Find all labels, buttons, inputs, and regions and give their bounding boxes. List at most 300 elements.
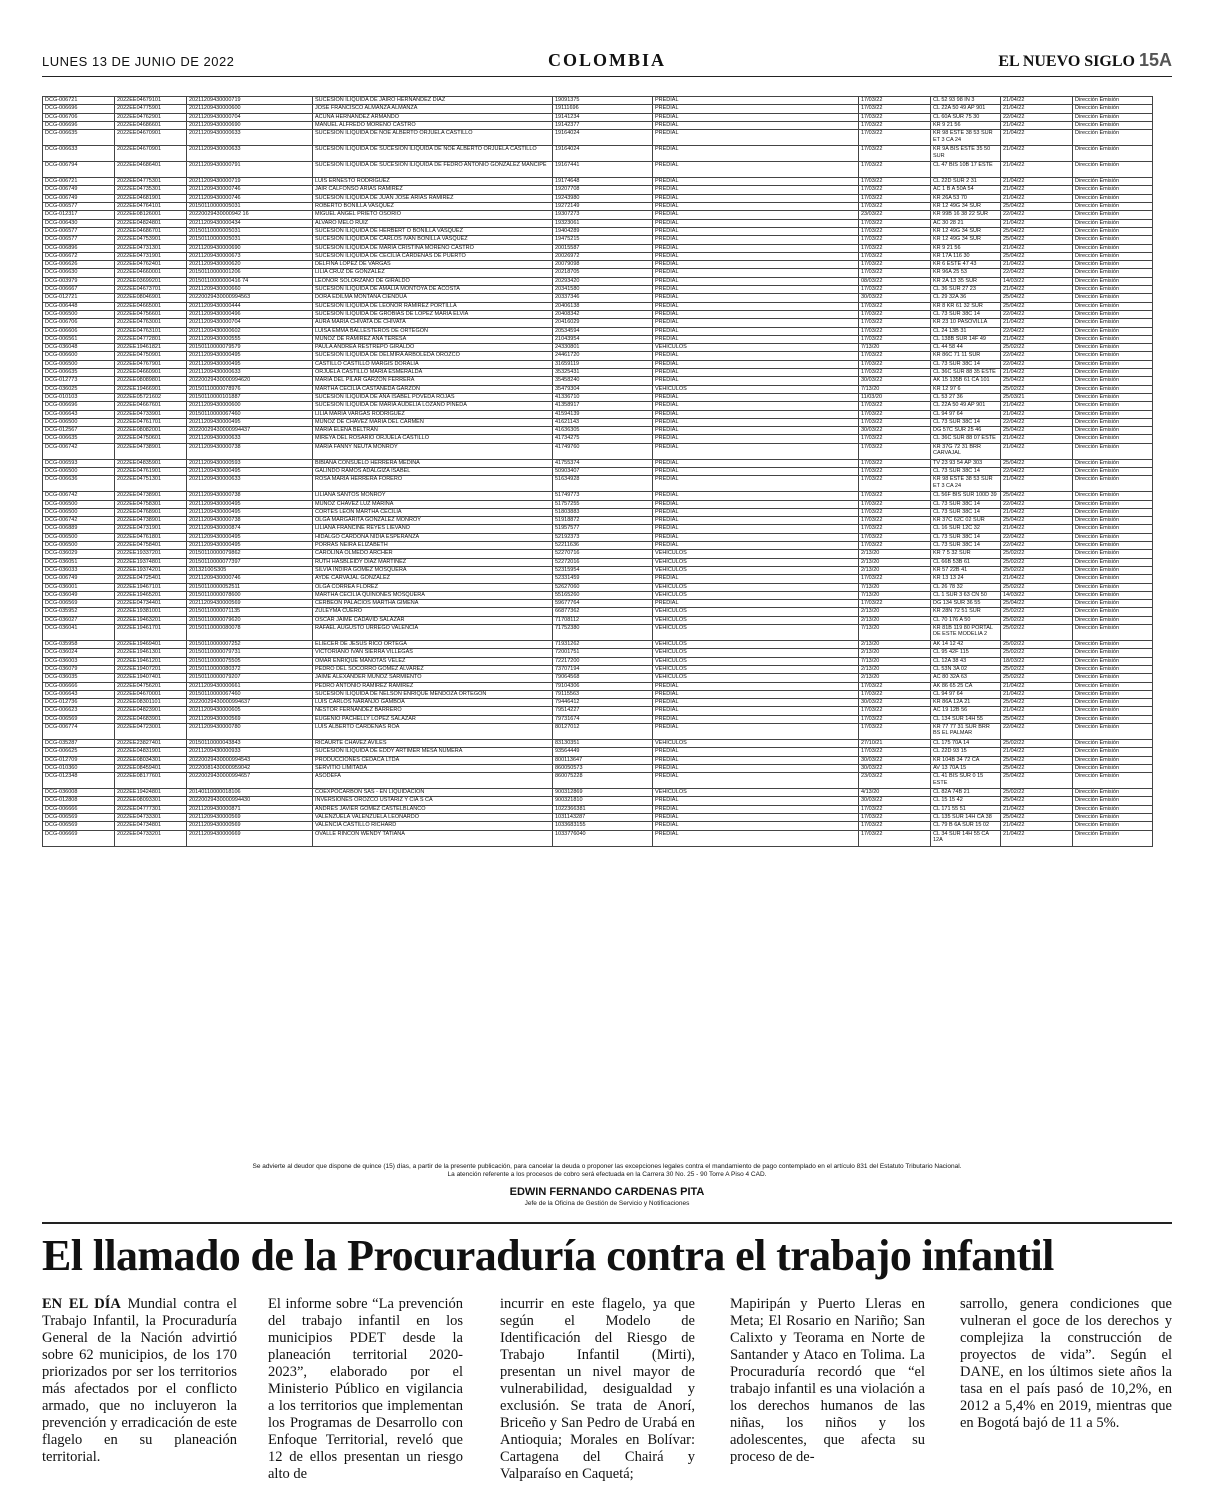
table-cell-col_h: TV 23 93 54 AP 303 <box>931 459 1001 467</box>
table-cell-col_e: 93564449 <box>553 748 653 756</box>
table-cell-col_e: 19243980 <box>553 194 653 202</box>
table-cell-col_g: 30/03/22 <box>859 797 931 805</box>
table-row <box>43 294 1153 302</box>
table-cell-col_g: 17/03/22 <box>859 822 931 830</box>
table-cell-col_c: 20150110000067460 <box>187 690 313 698</box>
article-text-3: incurrir en este flagelo, ya que según el Modelo de Identificación del Riesgo de Trabajo Infantil (Mirti), presentan un nivel mayor de vulnerabilidad, desigualdad y exclusión. Se trata de Anorí, Briceño y San Pedro de Urabá en Antioquia; Morales en Bolívar: Cartagena del Chairá y Valparaíso en Caquetá; <box>500 1296 695 1482</box>
table-cell-col_h: CL 73 SUR 38C 14 <box>931 467 1001 475</box>
table-cell-col_g: 17/03/22 <box>859 203 931 211</box>
table-cell-col_g: 30/03/22 <box>859 377 931 385</box>
table-cell-col_c: 20150110000067460 <box>187 410 313 418</box>
table-cell-col_a: DCG-006577 <box>43 227 115 235</box>
table-cell-col_b: 2022EE04772801 <box>115 335 187 343</box>
table-cell-col_f: PREDIAL <box>653 600 859 608</box>
table-cell-col_j: Dirección Emisión <box>1073 261 1153 269</box>
table-cell-col_e: 71931262 <box>553 641 653 649</box>
table-cell-col_f: PREDIAL <box>653 105 859 113</box>
table-row <box>43 410 1153 418</box>
table-cell-col_c: 20150110000071135 <box>187 608 313 616</box>
table-cell-col_a: DCG-006500 <box>43 360 115 368</box>
table-cell-col_e: 19207708 <box>553 186 653 194</box>
table-cell-col_d: LUIS ALBERTO CARDENAS ROA <box>313 724 553 740</box>
table-cell-col_a: DCG-006696 <box>43 402 115 410</box>
table-cell-col_b: 2022EE08046901 <box>115 294 187 302</box>
article-text-2: El informe sobre “La prevención del trabajo infantil en los municipios PDET desde la planeación territorial 2020-2023”, elaborado por el Ministerio Público en vigilancia a los territorios que implementan los Programas de Desarrollo con Enfoque Territorial, reveló que 12 de ellos presentan un riesgo alto de <box>268 1296 463 1482</box>
table-cell-col_a: DCG-006569 <box>43 814 115 822</box>
table-cell-col_b: 2022EE04738901 <box>115 443 187 459</box>
table-cell-col_c: 20211209430000605 <box>187 707 313 715</box>
table-cell-col_e: 20408342 <box>553 310 653 318</box>
table-cell-col_f: PREDIAL <box>653 286 859 294</box>
table-cell-col_e: 19167441 <box>553 162 653 178</box>
table-cell-col_e: 59677764 <box>553 600 653 608</box>
table-cell-col_c: 20150110000078600 <box>187 591 313 599</box>
table-cell-col_j: Dirección Emisión <box>1073 219 1153 227</box>
table-cell-col_d: PAULA ANDREA RESTREPO GIRALDO <box>313 344 553 352</box>
table-cell-col_i: 22/04/22 <box>1001 542 1073 550</box>
table-cell-col_d: RUTH HASBLEIDY DIAZ MARTINEZ <box>313 558 553 566</box>
table-cell-col_a: DCG-006630 <box>43 269 115 277</box>
table-cell-col_f: PREDIAL <box>653 294 859 302</box>
table-cell-col_b: 2022EE04763001 <box>115 319 187 327</box>
table-cell-col_h: KR 26A 53 70 <box>931 194 1001 202</box>
table-cell-col_j: Dirección Emisión <box>1073 814 1153 822</box>
signer-title: Jefe de la Oficina de Gestión de Servicio y Notificaciones <box>524 1200 690 1207</box>
table-cell-col_d: JAIME ALEXANDER MUÑOZ SARMIENTO <box>313 674 553 682</box>
table-cell-col_g: 17/03/22 <box>859 690 931 698</box>
table-cell-col_c: 20220029430000994657 <box>187 773 313 789</box>
table-cell-col_e: 79446412 <box>553 699 653 707</box>
table-cell-col_b: 2022EE08459401 <box>115 764 187 772</box>
table-cell-col_e: 71708112 <box>553 616 653 624</box>
table-cell-col_j: Dirección Emisión <box>1073 789 1153 797</box>
table-row <box>43 393 1153 401</box>
table-cell-col_i: 21/04/22 <box>1001 186 1073 194</box>
table-cell-col_i: 25/02/22 <box>1001 550 1073 558</box>
table-cell-col_i: 21/04/22 <box>1001 575 1073 583</box>
table-cell-col_i: 25/02/22 <box>1001 608 1073 616</box>
table-cell-col_f: PREDIAL <box>653 410 859 418</box>
table-cell-col_i: 25/04/22 <box>1001 764 1073 772</box>
table-cell-col_e: 20026972 <box>553 252 653 260</box>
table-cell-col_e: 860050573 <box>553 764 653 772</box>
table-cell-col_d: LUIS CARLOS NARANJO GAMBOA <box>313 699 553 707</box>
table-cell-col_d: ANDRES JAVIER GOMEZ CASTELBLANCO <box>313 805 553 813</box>
table-cell-col_d: MUÑOZ DE RAMIREZ ANA TERESA <box>313 335 553 343</box>
table-cell-col_g: 17/03/22 <box>859 360 931 368</box>
table-cell-col_c: 20211209430000620 <box>187 261 313 269</box>
table-cell-col_g: 2/13/20 <box>859 641 931 649</box>
table-cell-col_b: 2022EE04750601 <box>115 435 187 443</box>
table-cell-col_h: AV 13 70A 15 <box>931 764 1001 772</box>
table-cell-col_h: CL 82A 74B 21 <box>931 789 1001 797</box>
table-row <box>43 566 1153 574</box>
table-cell-col_c: 20211209430000495 <box>187 533 313 541</box>
table-cell-col_a: DCG-006577 <box>43 236 115 244</box>
table-row <box>43 310 1153 318</box>
article-column-1 <box>42 1296 237 1466</box>
table-cell-col_h: KR 96A 25 53 <box>931 269 1001 277</box>
table-cell-col_f: PREDIAL <box>653 756 859 764</box>
table-cell-col_b: 2022EE04824801 <box>115 219 187 227</box>
table-cell-col_b: 2022EE04761701 <box>115 418 187 426</box>
table-cell-col_g: 17/03/22 <box>859 814 931 822</box>
article-text-4: Mapiripán y Puerto Lleras en Meta; El Rosario en Nariño; San Calixto y Teorama en Norte de Santander y Ataco en Tolima. La Procuraduría recordó que “el trabajo infantil es una violación a los derechos humanos de las niñas, los niños y los adolescentes, que afecta su proceso de de- <box>730 1296 925 1465</box>
table-cell-col_f: VEHICULOS <box>653 558 859 566</box>
table-cell-col_e: 79115563 <box>553 690 653 698</box>
table-cell-col_d: SUCESION ILIQUIDA DE ANA ISABEL POVEDA ROJAS <box>313 393 553 401</box>
table-cell-col_b: 2022EE04734401 <box>115 600 187 608</box>
table-cell-col_g: 08/03/22 <box>859 277 931 285</box>
table-cell-col_f: PREDIAL <box>653 327 859 335</box>
table-cell-col_i: 22/04/22 <box>1001 418 1073 426</box>
table-cell-col_e: 19404289 <box>553 227 653 235</box>
table-cell-col_f: PREDIAL <box>653 467 859 475</box>
table-cell-col_i: 25/04/22 <box>1001 517 1073 525</box>
table-cell-col_h: CL 15 15 42 <box>931 797 1001 805</box>
table-cell-col_c: 20150110000001206 <box>187 269 313 277</box>
table-cell-col_d: RAFAEL AUGUSTO URREGO VALENCIA <box>313 625 553 641</box>
table-cell-col_f: PREDIAL <box>653 211 859 219</box>
table-cell-col_h: KR 13 13 24 <box>931 575 1001 583</box>
table-cell-col_a: DCG-006633 <box>43 146 115 162</box>
table-cell-col_f: PREDIAL <box>653 194 859 202</box>
table-cell-col_c: 20211209430000633 <box>187 476 313 492</box>
table-cell-col_a: DCG-006643 <box>43 410 115 418</box>
table-cell-col_h: CL 171 55 51 <box>931 805 1001 813</box>
table-cell-col_b: 2022EE04751301 <box>115 476 187 492</box>
table-cell-col_j: Dirección Emisión <box>1073 797 1153 805</box>
table-cell-col_g: 17/03/22 <box>859 517 931 525</box>
table-cell-col_i: 25/04/22 <box>1001 600 1073 608</box>
table-cell-col_f: PREDIAL <box>653 352 859 360</box>
table-cell-col_c: 20211209430000780 <box>187 724 313 740</box>
table-cell-col_j: Dirección Emisión <box>1073 194 1153 202</box>
table-row <box>43 805 1153 813</box>
table-cell-col_j: Dirección Emisión <box>1073 178 1153 186</box>
table-cell-col_c: 20211209430000600 <box>187 105 313 113</box>
table-cell-col_a: DCG-006643 <box>43 690 115 698</box>
table-cell-col_h: KR 37C 62C 02 SUR <box>931 517 1001 525</box>
table-cell-col_j: Dirección Emisión <box>1073 162 1153 178</box>
table-cell-col_j: Dirección Emisión <box>1073 310 1153 318</box>
table-cell-col_h: KR 98 ESTE 38 53 SUR ET 3 CA 24 <box>931 476 1001 492</box>
table-cell-col_j: Dirección Emisión <box>1073 682 1153 690</box>
table-cell-col_d: SUCESION ILIQUIDA DE SUCESION ILIQUIDA DE FEDRO ANTONIO GONZALEZ MANCIPE <box>313 162 553 178</box>
table-cell-col_c: 20220081430000959042 <box>187 764 313 772</box>
table-cell-col_c: 20150110000005031 <box>187 227 313 235</box>
table-cell-col_i: 25/02/22 <box>1001 344 1073 352</box>
table-cell-col_g: 7/13/20 <box>859 385 931 393</box>
table-cell-col_j: Dirección Emisión <box>1073 402 1153 410</box>
table-cell-col_j: Dirección Emisión <box>1073 105 1153 113</box>
table-cell-col_h: CL 73 SUR 38C 14 <box>931 533 1001 541</box>
table-row <box>43 186 1153 194</box>
table-cell-col_d: ORJUELA CASTILLO MARIA ESMERALDA <box>313 369 553 377</box>
table-cell-col_b: 2022EE04686401 <box>115 162 187 178</box>
table-cell-col_h: CL 73 SUR 38C 14 <box>931 418 1001 426</box>
notice-line-2: La atención referente a los procesos de cobro será efectuada en la Carrera 30 No. 25 - 90 Torre A Piso 4 CAD. <box>447 1171 767 1178</box>
table-cell-col_h: AC 30 28 21 <box>931 219 1001 227</box>
table-cell-col_d: EUGENIO PACHELLY LOPEZ SALAZAR <box>313 715 553 723</box>
table-cell-col_a: DCG-003979 <box>43 277 115 285</box>
table-cell-col_j: Dirección Emisión <box>1073 550 1153 558</box>
table-cell-col_d: OLGA MARGARITA GONZALEZ MONROY <box>313 517 553 525</box>
table-cell-col_b: 2022EE08177601 <box>115 773 187 789</box>
table-cell-col_h: CL 1 SUR 3 63 CN 50 <box>931 591 1001 599</box>
table-cell-col_a: DCG-012567 <box>43 427 115 435</box>
table-cell-col_e: 71752380 <box>553 625 653 641</box>
table-cell-col_f: PREDIAL <box>653 805 859 813</box>
table-cell-col_i: 25/02/22 <box>1001 385 1073 393</box>
table-cell-col_f: PREDIAL <box>653 302 859 310</box>
table-cell-col_e: 800113647 <box>553 756 653 764</box>
table-cell-col_g: 17/03/22 <box>859 707 931 715</box>
table-cell-col_a: DCG-006696 <box>43 105 115 113</box>
table-cell-col_i: 25/02/22 <box>1001 641 1073 649</box>
table-cell-col_a: DCG-012317 <box>43 211 115 219</box>
table-cell-col_c: 20150110000000416 74 <box>187 277 313 285</box>
table-cell-col_e: 51749773 <box>553 492 653 500</box>
table-cell-col_e: 41594139 <box>553 410 653 418</box>
table-cell-col_g: 17/03/22 <box>859 443 931 459</box>
table-row <box>43 773 1153 789</box>
table-cell-col_f: PREDIAL <box>653 517 859 525</box>
table-cell-col_h: CL 73 SUR 38C 14 <box>931 310 1001 318</box>
table-cell-col_c: 20150110000007252 <box>187 641 313 649</box>
table-row <box>43 269 1153 277</box>
table-cell-col_i: 22/04/22 <box>1001 500 1073 508</box>
table-cell-col_a: DCG-036025 <box>43 385 115 393</box>
table-cell-col_j: Dirección Emisión <box>1073 377 1153 385</box>
table-cell-col_c: 20150110000005031 <box>187 236 313 244</box>
table-cell-col_h: CL 73 SUR 38C 14 <box>931 500 1001 508</box>
table-row <box>43 130 1153 146</box>
table-cell-col_a: DCG-006569 <box>43 600 115 608</box>
table-cell-col_c: 20150110000080372 <box>187 665 313 673</box>
table-cell-col_b: 2022EE19461301 <box>115 649 187 657</box>
table-cell-col_g: 17/03/22 <box>859 418 931 426</box>
table-cell-col_b: 2022EE04750901 <box>115 352 187 360</box>
table-row <box>43 715 1153 723</box>
table-cell-col_b: 2022EE04733201 <box>115 830 187 846</box>
table-cell-col_g: 17/03/22 <box>859 459 931 467</box>
table-cell-col_i: 25/04/22 <box>1001 797 1073 805</box>
table-cell-col_j: Dirección Emisión <box>1073 773 1153 789</box>
table-cell-col_e: 20534594 <box>553 327 653 335</box>
table-cell-col_a: DCG-006706 <box>43 319 115 327</box>
table-cell-col_c: 20211209430000444 <box>187 302 313 310</box>
table-cell-col_d: SUCESION ILIQUIDA DE GROBIAS DE LOPEZ MARIA ELVIA <box>313 310 553 318</box>
table-cell-col_i: 25/02/22 <box>1001 566 1073 574</box>
table-cell-col_h: CL 12A 38 43 <box>931 657 1001 665</box>
table-cell-col_a: DCG-036001 <box>43 583 115 591</box>
table-cell-col_j: Dirección Emisión <box>1073 600 1153 608</box>
table-row <box>43 418 1153 426</box>
table-cell-col_c: 20211209430000434 <box>187 219 313 227</box>
table-cell-col_e: 1033776040 <box>553 830 653 846</box>
table-cell-col_d: SUCESION ILIQUIDA DE MARIA AUDELIA LOZANO PINEDA <box>313 402 553 410</box>
table-cell-col_c: 20211209430000569 <box>187 600 313 608</box>
table-cell-col_g: 17/03/22 <box>859 286 931 294</box>
table-cell-col_c: 20211209430000495 <box>187 467 313 475</box>
table-cell-col_g: 17/03/22 <box>859 269 931 277</box>
table-row <box>43 665 1153 673</box>
table-cell-col_i: 21/04/22 <box>1001 830 1073 846</box>
table-cell-col_c: 20220029430000994637 <box>187 699 313 707</box>
article-text-1: Mundial contra el Trabajo Infantil, la Procuraduría General de la Nación advirtió sobre 62 municipios, de los 170 priorizados por ser los territorios más afectados por el conflicto armado, que no incluyeron la prevención y erradicación de este flagelo en su planeación territorial. <box>42 1296 237 1465</box>
table-cell-col_b: 2022EE03699201 <box>115 277 187 285</box>
table-cell-col_a: DCG-006569 <box>43 715 115 723</box>
table-cell-col_i: 21/04/22 <box>1001 146 1073 162</box>
table-cell-col_c: 20132100S305 <box>187 566 313 574</box>
table-cell-col_e: 52627060 <box>553 583 653 591</box>
table-row <box>43 236 1153 244</box>
table-cell-col_c: 20150110000079207 <box>187 674 313 682</box>
table-cell-col_f: PREDIAL <box>653 186 859 194</box>
table-cell-col_b: 2022EE04756201 <box>115 682 187 690</box>
table-cell-col_h: KR 7 5 32 SUR <box>931 550 1001 558</box>
table-row <box>43 302 1153 310</box>
table-cell-col_f: PREDIAL <box>653 377 859 385</box>
table-cell-col_d: COEXPOCARBON SAS - EN LIQUIDACION <box>313 789 553 797</box>
newspaper-name <box>998 50 1172 71</box>
table-cell-col_i: 21/04/22 <box>1001 369 1073 377</box>
table-cell-col_g: 17/03/22 <box>859 261 931 269</box>
table-cell-col_d: PEDRO DEL SOCORRO GOMEZ ALVAREZ <box>313 665 553 673</box>
table-cell-col_g: 17/03/22 <box>859 146 931 162</box>
table-cell-col_i: 22/04/22 <box>1001 211 1073 219</box>
table-cell-col_j: Dirección Emisión <box>1073 360 1153 368</box>
table-row <box>43 252 1153 260</box>
table-cell-col_a: DCG-006696 <box>43 121 115 129</box>
table-cell-col_i: 25/04/22 <box>1001 715 1073 723</box>
table-cell-col_a: DCG-035952 <box>43 608 115 616</box>
table-cell-col_c: 20150110000080078 <box>187 625 313 641</box>
table-row <box>43 360 1153 368</box>
table-cell-col_g: 17/03/22 <box>859 352 931 360</box>
table-cell-col_j: Dirección Emisión <box>1073 146 1153 162</box>
table-cell-col_f: PREDIAL <box>653 335 859 343</box>
table-row <box>43 402 1153 410</box>
table-cell-col_i: 21/04/22 <box>1001 435 1073 443</box>
table-cell-col_f: PREDIAL <box>653 227 859 235</box>
table-cell-col_c: 20211209430000495 <box>187 360 313 368</box>
table-cell-col_g: 2/13/20 <box>859 550 931 558</box>
table-row <box>43 550 1153 558</box>
table-row <box>43 286 1153 294</box>
table-cell-col_d: OSCAR JAIME CADAVID SALAZAR <box>313 616 553 624</box>
table-cell-col_j: Dirección Emisión <box>1073 269 1153 277</box>
table-cell-col_i: 21/04/22 <box>1001 130 1073 146</box>
table-row <box>43 649 1153 657</box>
table-cell-col_d: MIREYA DEL ROSARIO ORJUELA CASTILLO <box>313 435 553 443</box>
table-cell-col_g: 30/03/22 <box>859 699 931 707</box>
table-cell-col_e: 51757255 <box>553 500 653 508</box>
table-cell-col_j: Dirección Emisión <box>1073 385 1153 393</box>
table-row <box>43 591 1153 599</box>
table-cell-col_f: VEHICULOS <box>653 740 859 748</box>
table-cell-col_g: 17/03/22 <box>859 492 931 500</box>
table-cell-col_b: 2022EE19466901 <box>115 385 187 393</box>
table-cell-col_a: DCG-006706 <box>43 113 115 121</box>
table-cell-col_b: 2022EE19374801 <box>115 558 187 566</box>
table-cell-col_f: PREDIAL <box>653 360 859 368</box>
table-cell-col_i: 21/04/22 <box>1001 476 1073 492</box>
table-row <box>43 682 1153 690</box>
table-cell-col_f: PREDIAL <box>653 402 859 410</box>
table-cell-col_g: 17/03/22 <box>859 435 931 443</box>
table-cell-col_i: 21/04/22 <box>1001 525 1073 533</box>
table-cell-col_f: PREDIAL <box>653 500 859 508</box>
table-cell-col_e: 19164024 <box>553 146 653 162</box>
table-cell-col_j: Dirección Emisión <box>1073 130 1153 146</box>
table-cell-col_i: 21/04/22 <box>1001 402 1073 410</box>
table-cell-col_e: 66877362 <box>553 608 653 616</box>
table-cell-col_c: 20211209430000738 <box>187 517 313 525</box>
table-cell-col_f: PREDIAL <box>653 542 859 550</box>
table-cell-col_j: Dirección Emisión <box>1073 203 1153 211</box>
table-cell-col_b: 2022EE04681901 <box>115 194 187 202</box>
table-cell-col_e: 51918872 <box>553 517 653 525</box>
table-cell-col_d: AYDE CARVAJAL GONZALEZ <box>313 575 553 583</box>
table-cell-col_c: 20150110000079731 <box>187 649 313 657</box>
table-cell-col_f: VEHICULOS <box>653 566 859 574</box>
table-cell-col_f: PREDIAL <box>653 575 859 583</box>
table-cell-col_h: AK 14 12 42 <box>931 641 1001 649</box>
table-cell-col_b: 2022EE08301101 <box>115 699 187 707</box>
table-cell-col_f: PREDIAL <box>653 97 859 105</box>
table-cell-col_g: 30/03/22 <box>859 294 931 302</box>
table-cell-col_a: DCG-006669 <box>43 830 115 846</box>
table-cell-col_h: KR 37G 72 31 BRR CARVAJAL <box>931 443 1001 459</box>
table-cell-col_f: PREDIAL <box>653 269 859 277</box>
table-cell-col_d: SILVIA INDIRA GOMEZ MOSQUERA <box>313 566 553 574</box>
table-cell-col_h: AC 19 12B 56 <box>931 707 1001 715</box>
table-cell-col_i: 21/04/22 <box>1001 748 1073 756</box>
table-cell-col_h: KR 86A 12A 21 <box>931 699 1001 707</box>
table-row <box>43 740 1153 748</box>
table-cell-col_d: CASTILLO CASTILLO MARGIS DORALIA <box>313 360 553 368</box>
table-cell-col_d: PEDRO ANTONIO RAMIREZ RAMIREZ <box>313 682 553 690</box>
table-cell-col_f: VEHICULOS <box>653 385 859 393</box>
header-rule <box>42 76 1172 77</box>
table-cell-col_a: DCG-006635 <box>43 435 115 443</box>
page-number: 15A <box>1138 50 1172 70</box>
table-cell-col_j: Dirección Emisión <box>1073 583 1153 591</box>
table-row <box>43 641 1153 649</box>
table-row <box>43 748 1153 756</box>
table-row <box>43 699 1153 707</box>
table-cell-col_a: DCG-006500 <box>43 508 115 516</box>
table-cell-col_f: PREDIAL <box>653 130 859 146</box>
table-cell-col_g: 17/03/22 <box>859 335 931 343</box>
table-cell-col_i: 25/04/22 <box>1001 756 1073 764</box>
table-cell-col_j: Dirección Emisión <box>1073 591 1153 599</box>
table-cell-col_g: 17/03/22 <box>859 252 931 260</box>
table-cell-col_c: 20150110000079579 <box>187 344 313 352</box>
table-row <box>43 435 1153 443</box>
table-cell-col_d: LILIANA FRANCINE REYES LIEVANO <box>313 525 553 533</box>
article-lead: EN EL DÍA <box>42 1296 121 1312</box>
table-cell-col_d: SUCESION ILIQUIDA DE LEONOR RAMIREZ PORTILLA <box>313 302 553 310</box>
table-cell-col_f: VEHICULOS <box>653 665 859 673</box>
table-cell-col_j: Dirección Emisión <box>1073 186 1153 194</box>
page-date: LUNES 13 DE JUNIO DE 2022 <box>42 54 235 69</box>
table-cell-col_d: VICTORIANO IVAN SIERRA VILLEGAS <box>313 649 553 657</box>
table-cell-col_j: Dirección Emisión <box>1073 113 1153 121</box>
table-cell-col_d: SUCESION ILIQUIDA DE MARIA CRISTINA MORENO CASTRO <box>313 244 553 252</box>
